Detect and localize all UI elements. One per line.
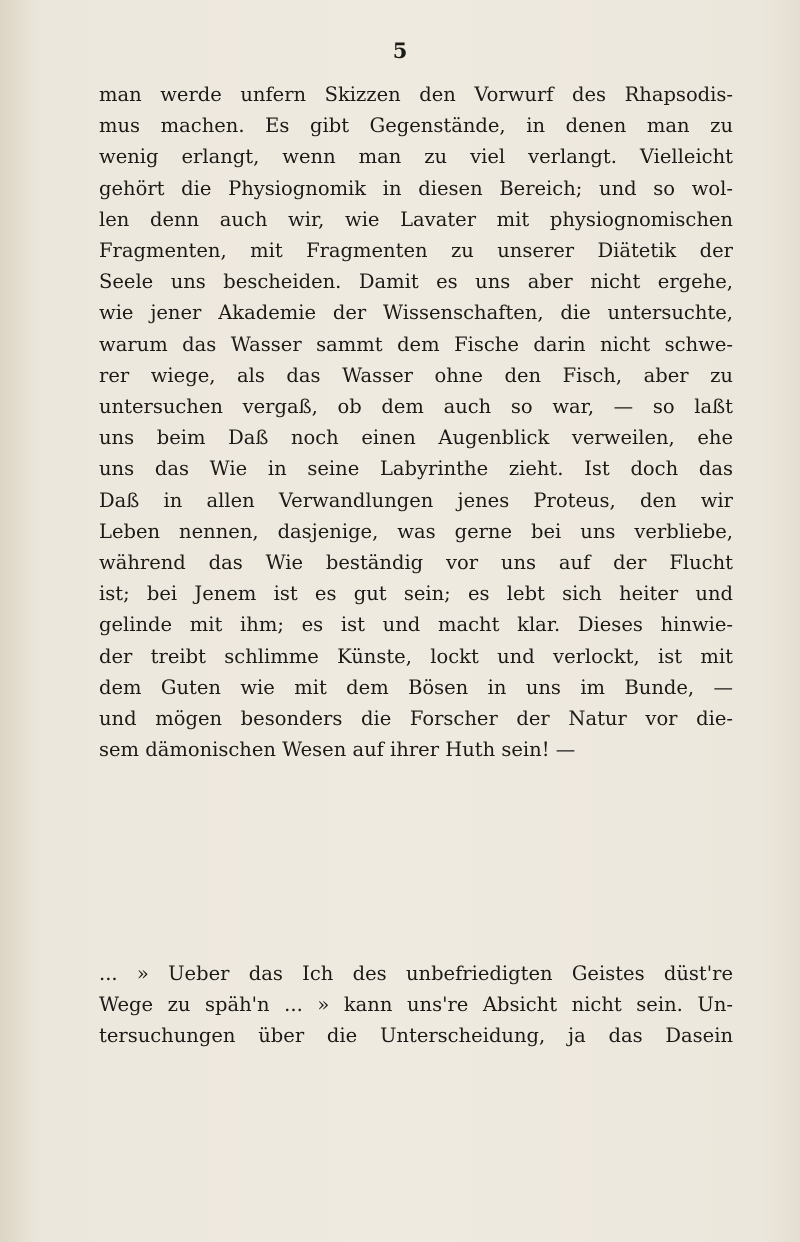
paragraph-1 xyxy=(99,79,733,765)
text-line: gehört die Physiognomik in diesen Bereich; und so wol- xyxy=(99,176,733,200)
text-line: len denn auch wir, wie Lavater mit physiognomischen xyxy=(99,207,733,231)
text-line: Daß in allen Verwandlungen jenes Proteus, den wir xyxy=(99,488,733,512)
text-line: wenig erlangt, wenn man zu viel verlangt. Vielleicht xyxy=(99,145,733,169)
text-line: dem Guten wie mit dem Bösen in uns im Bunde, — xyxy=(99,675,733,699)
text-line: tersuchungen über die Unterscheidung, ja das Dasein xyxy=(99,1024,733,1048)
text-line: uns das Wie in seine Labyrinthe zieht. Ist doch das xyxy=(99,457,733,481)
text-line: der treibt schlimme Künste, lockt und verlockt, ist mit xyxy=(99,644,733,668)
text-line: man werde unfern Skizzen den Vorwurf des Rhapsodis- xyxy=(99,83,733,106)
text-line: ist; bei Jenem ist es gut sein; es lebt sich heiter und xyxy=(99,582,733,606)
text-line: Seele uns bescheiden. Damit es uns aber nicht ergehe, xyxy=(99,270,733,294)
text-line: sem dämonischen Wesen auf ihrer Huth sein! — xyxy=(99,738,576,762)
text-line: wie jener Akademie der Wissenschaften, die untersuchte, xyxy=(99,301,733,325)
text-line: Fragmenten, mit Fragmenten zu unserer Diätetik der xyxy=(99,239,733,263)
text-line: rer wiege, als das Wasser ohne den Fisch, aber zu xyxy=(99,363,733,387)
text-line: Leben nennen, dasjenige, was gerne bei uns verbliebe, xyxy=(99,519,733,543)
text-line: untersuchen vergaß, ob dem auch so war, — so laßt xyxy=(99,395,733,419)
text-line: warum das Wasser sammt dem Fische darin nicht schwe- xyxy=(99,332,733,356)
text-line: und mögen besonders die Forscher der Natur vor die- xyxy=(99,707,733,731)
text-line: uns beim Daß noch einen Augenblick verweilen, ehe xyxy=(99,426,733,450)
paragraph-2 xyxy=(99,958,733,1052)
text-line: Wege zu späh'n ... » kann uns're Absicht nicht sein. Un- xyxy=(99,993,733,1017)
text-line: während das Wie beständig vor uns auf der Flucht xyxy=(99,551,733,575)
text-line: mus machen. Es gibt Gegenstände, in denen man zu xyxy=(99,114,733,138)
text-line: ... » Ueber das Ich des unbefriedigten Geistes düst're xyxy=(99,962,733,985)
text-line: gelinde mit ihm; es ist und macht klar. Dieses hinwie- xyxy=(99,613,733,637)
page-number: 5 xyxy=(392,38,408,63)
